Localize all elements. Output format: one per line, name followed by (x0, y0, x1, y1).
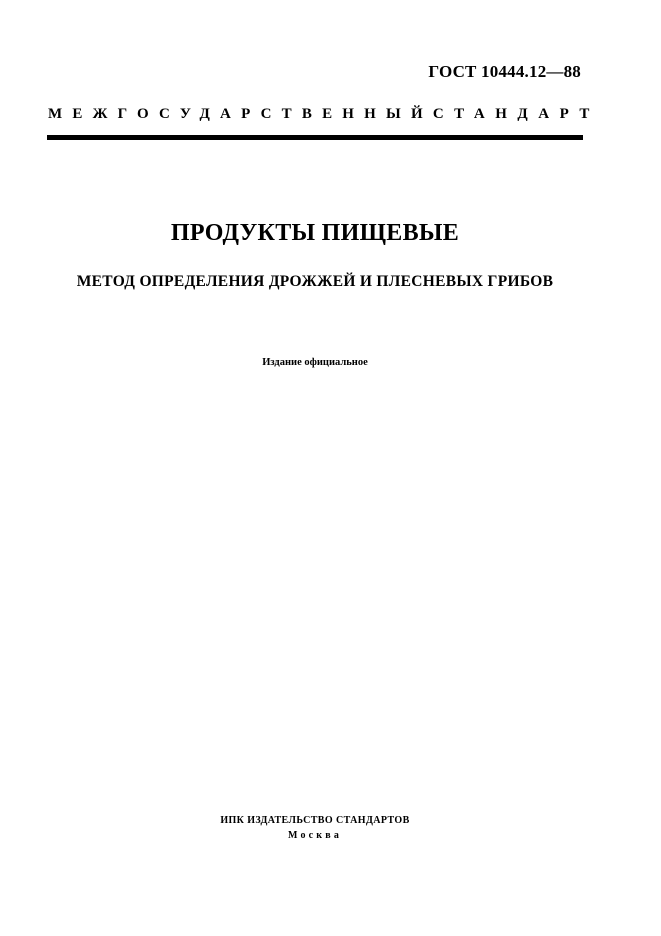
edition-note: Издание официальное (262, 357, 368, 368)
standard-word: СТАНДАРТ (432, 106, 600, 122)
header-divider (47, 135, 583, 140)
interstate-word: МЕЖГОСУДАРСТВЕННЫЙ (48, 106, 433, 122)
standard-number: ГОСТ 10444.12—88 (428, 62, 581, 81)
publisher-city: Москва (287, 830, 343, 841)
interstate-standard-heading (48, 106, 600, 123)
publisher-name: ИПК ИЗДАТЕЛЬСТВО СТАНДАРТОВ (220, 815, 410, 826)
document-subtitle: МЕТОД ОПРЕДЕЛЕНИЯ ДРОЖЖЕЙ И ПЛЕСНЕВЫХ ГРИБОВ (76, 273, 554, 290)
document-title: ПРОДУКТЫ ПИЩЕВЫЕ (170, 220, 460, 246)
